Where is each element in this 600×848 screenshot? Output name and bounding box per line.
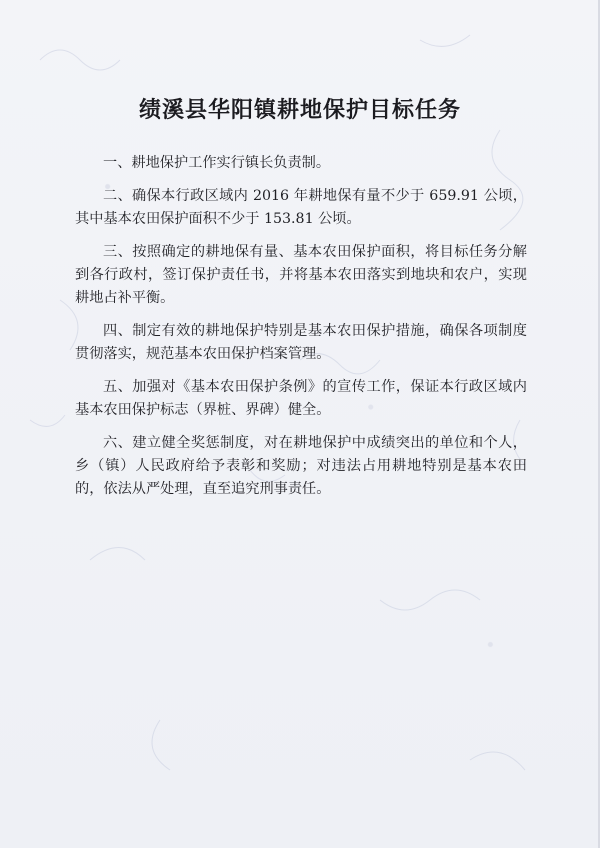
paragraph-2: 二、确保本行政区域内 2016 年耕地保有量不少于 659.91 公顷，其中基本农田保护面积不少于 153.81 公顷。: [75, 188, 527, 227]
paragraph-5: 五、加强对《基本农田保护条例》的宣传工作，保证本行政区域内基本农田保护标志（界桩、界碑）健全。: [75, 379, 527, 418]
paragraph-4: 四、制定有效的耕地保护特别是基本农田保护措施，确保各项制度贯彻落实，规范基本农田保护档案管理。: [75, 323, 527, 362]
paragraph-6: 六、建立健全奖惩制度，对在耕地保护中成绩突出的单位和个人，乡（镇）人民政府给予表彰和奖励；对违法占用耕地特别是基本农田的，依法从严处理，直至追究刑事责任。: [75, 435, 527, 497]
document-body: [75, 152, 527, 511]
paragraph-1: 一、耕地保护工作实行镇长负责制。: [103, 155, 331, 171]
paragraph-3: 三、按照确定的耕地保有量、基本农田保护面积，将目标任务分解到各行政村，签订保护责任书，并将基本农田落实到地块和农户，实现耕地占补平衡。: [75, 244, 527, 306]
document-title: 绩溪县华阳镇耕地保护目标任务: [138, 98, 461, 123]
